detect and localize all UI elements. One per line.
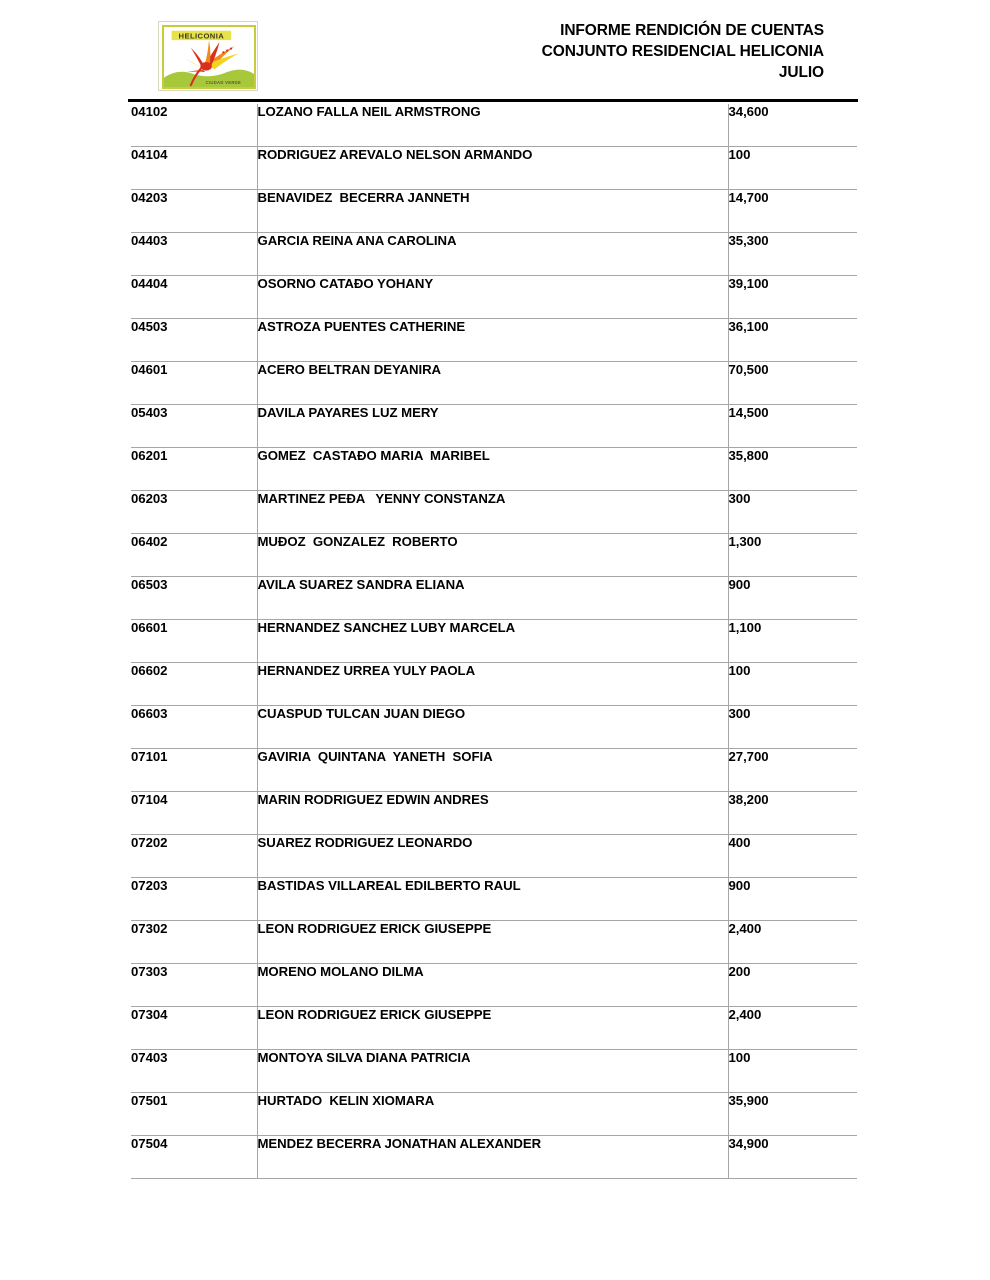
table-row: [131, 491, 857, 534]
amount-cell: 35,300: [728, 233, 857, 276]
resident-name-cell: MORENO MOLANO DILMA: [257, 964, 728, 1007]
amount-cell: 34,900: [728, 1136, 857, 1179]
report-period-line: JULIO: [778, 64, 824, 81]
table-row: [131, 1050, 857, 1093]
table-row: [131, 749, 857, 792]
svg-text:CIUDAD VERDE: CIUDAD VERDE: [205, 80, 242, 86]
resident-name-cell: ACERO BELTRAN DEYANIRA: [257, 362, 728, 405]
unit-code-cell: 07501: [131, 1093, 257, 1136]
amount-cell: 1,300: [728, 534, 857, 577]
logo-frame: [162, 25, 256, 89]
table-row: [131, 1136, 857, 1179]
resident-name-cell: RODRIGUEZ AREVALO NELSON ARMANDO: [257, 147, 728, 190]
table-row: [131, 276, 857, 319]
unit-code-cell: 04601: [131, 362, 257, 405]
unit-code-cell: 06503: [131, 577, 257, 620]
table-row: [131, 405, 857, 448]
resident-name-cell: LEON RODRIGUEZ ERICK GIUSEPPE: [257, 921, 728, 964]
amount-cell: 39,100: [728, 276, 857, 319]
heliconia-logo: [158, 21, 258, 91]
table-row: [131, 1093, 857, 1136]
unit-code-cell: 04104: [131, 147, 257, 190]
unit-code-cell: 05403: [131, 405, 257, 448]
amount-cell: 400: [728, 835, 857, 878]
amount-cell: 1,100: [728, 620, 857, 663]
unit-code-cell: 04203: [131, 190, 257, 233]
amount-cell: 2,400: [728, 1007, 857, 1050]
table-row: [131, 706, 857, 749]
resident-name-cell: ASTROZA PUENTES CATHERINE: [257, 319, 728, 362]
amount-cell: 27,700: [728, 749, 857, 792]
unit-code-cell: 04404: [131, 276, 257, 319]
amount-cell: 300: [728, 706, 857, 749]
amount-cell: 35,900: [728, 1093, 857, 1136]
unit-code-cell: 07303: [131, 964, 257, 1007]
resident-name-cell: HERNANDEZ URREA YULY PAOLA: [257, 663, 728, 706]
amount-cell: 36,100: [728, 319, 857, 362]
table-row: [131, 663, 857, 706]
resident-name-cell: GAVIRIA QUINTANA YANETH SOFIA: [257, 749, 728, 792]
resident-name-cell: DAVILA PAYARES LUZ MERY: [257, 405, 728, 448]
svg-text:HELICONIA: HELICONIA: [178, 31, 225, 41]
unit-code-cell: 07504: [131, 1136, 257, 1179]
unit-code-cell: 06203: [131, 491, 257, 534]
unit-code-cell: 04102: [131, 104, 257, 147]
table-row: [131, 792, 857, 835]
amount-cell: 900: [728, 878, 857, 921]
amount-cell: 38,200: [728, 792, 857, 835]
resident-name-cell: LOZANO FALLA NEIL ARMSTRONG: [257, 104, 728, 147]
amount-cell: 900: [728, 577, 857, 620]
report-title-block: [264, 20, 824, 83]
amount-cell: 100: [728, 1050, 857, 1093]
amount-cell: 35,800: [728, 448, 857, 491]
table-row: [131, 1007, 857, 1050]
table-row: [131, 964, 857, 1007]
resident-name-cell: GOMEZ CASTAĐO MARIA MARIBEL: [257, 448, 728, 491]
table-body: [131, 104, 857, 1179]
amount-cell: 300: [728, 491, 857, 534]
unit-code-cell: 06601: [131, 620, 257, 663]
resident-name-cell: BASTIDAS VILLAREAL EDILBERTO RAUL: [257, 878, 728, 921]
table-row: [131, 233, 857, 276]
resident-name-cell: LEON RODRIGUEZ ERICK GIUSEPPE: [257, 1007, 728, 1050]
table-row: [131, 147, 857, 190]
resident-name-cell: MARTINEZ PEĐA YENNY CONSTANZA: [257, 491, 728, 534]
unit-code-cell: 07101: [131, 749, 257, 792]
unit-code-cell: 04403: [131, 233, 257, 276]
amount-cell: 2,400: [728, 921, 857, 964]
table-row: [131, 878, 857, 921]
table-row: [131, 448, 857, 491]
unit-code-cell: 04503: [131, 319, 257, 362]
resident-name-cell: MARIN RODRIGUEZ EDWIN ANDRES: [257, 792, 728, 835]
resident-name-cell: HERNANDEZ SANCHEZ LUBY MARCELA: [257, 620, 728, 663]
amount-cell: 14,700: [728, 190, 857, 233]
unit-code-cell: 07403: [131, 1050, 257, 1093]
amount-cell: 200: [728, 964, 857, 1007]
report-title-line-1: INFORME RENDICIÓN DE CUENTAS: [560, 22, 824, 39]
resident-name-cell: GARCIA REINA ANA CAROLINA: [257, 233, 728, 276]
unit-code-cell: 07202: [131, 835, 257, 878]
table-row: [131, 835, 857, 878]
resident-name-cell: HURTADO KELIN XIOMARA: [257, 1093, 728, 1136]
amount-cell: 34,600: [728, 104, 857, 147]
amount-cell: 100: [728, 147, 857, 190]
resident-name-cell: OSORNO CATAĐO YOHANY: [257, 276, 728, 319]
unit-code-cell: 07203: [131, 878, 257, 921]
unit-code-cell: 07302: [131, 921, 257, 964]
rendicion-de-cuentas-table: [131, 104, 857, 1179]
resident-name-cell: BENAVIDEZ BECERRA JANNETH: [257, 190, 728, 233]
resident-name-cell: AVILA SUAREZ SANDRA ELIANA: [257, 577, 728, 620]
unit-code-cell: 07104: [131, 792, 257, 835]
header-divider-rule: [128, 99, 858, 102]
table-row: [131, 534, 857, 577]
resident-name-cell: MENDEZ BECERRA JONATHAN ALEXANDER: [257, 1136, 728, 1179]
table-row: [131, 921, 857, 964]
amount-cell: 14,500: [728, 405, 857, 448]
heliconia-flower-logo: [164, 27, 254, 87]
resident-name-cell: MUĐOZ GONZALEZ ROBERTO: [257, 534, 728, 577]
unit-code-cell: 07304: [131, 1007, 257, 1050]
table-row: [131, 104, 857, 147]
amount-cell: 70,500: [728, 362, 857, 405]
table-row: [131, 620, 857, 663]
resident-name-cell: CUASPUD TULCAN JUAN DIEGO: [257, 706, 728, 749]
amount-cell: 100: [728, 663, 857, 706]
table-row: [131, 577, 857, 620]
table-row: [131, 319, 857, 362]
unit-code-cell: 06402: [131, 534, 257, 577]
unit-code-cell: 06602: [131, 663, 257, 706]
resident-name-cell: MONTOYA SILVA DIANA PATRICIA: [257, 1050, 728, 1093]
resident-name-cell: SUAREZ RODRIGUEZ LEONARDO: [257, 835, 728, 878]
table-row: [131, 190, 857, 233]
report-title-line-2: CONJUNTO RESIDENCIAL HELICONIA: [541, 43, 824, 60]
document-header: [0, 0, 990, 100]
unit-code-cell: 06603: [131, 706, 257, 749]
table-row: [131, 362, 857, 405]
unit-code-cell: 06201: [131, 448, 257, 491]
